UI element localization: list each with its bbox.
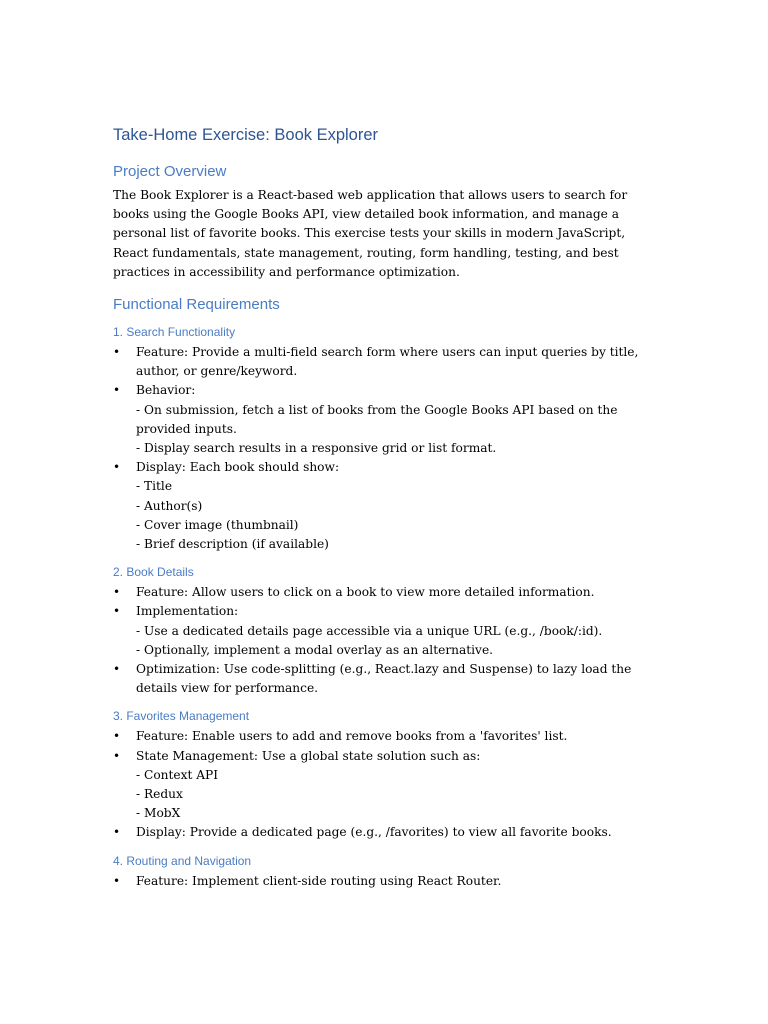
list-item (113, 747, 658, 824)
bullet-icon: • (113, 729, 121, 744)
sub-item-text: - Redux (136, 787, 183, 802)
sub-item-text: - Context API (136, 767, 219, 782)
list-item-text: Optimization: Use code-splitting (e.g., React.lazy and Suspense) to lazy load the details view for performance. (136, 662, 632, 696)
sub-item-text: - Optionally, implement a modal overlay as an alternative. (136, 642, 494, 657)
list-item (113, 727, 658, 746)
bullet-icon: • (113, 873, 121, 888)
section-heading: 3. Favorites Management (113, 709, 250, 724)
list-item-text: Behavior: (136, 383, 196, 398)
sub-item-text: - Use a dedicated details page accessible via a unique URL (e.g., /book/:id). (136, 623, 603, 638)
sub-item-text: - On submission, fetch a list of books from the Google Books API based on the provided inputs. (136, 402, 618, 436)
bullet-icon: • (113, 585, 121, 600)
list-item (113, 343, 658, 381)
list-item-text: Feature: Enable users to add and remove books from a 'favorites' list. (136, 729, 568, 744)
section-heading: 2. Book Details (113, 565, 194, 580)
bullet-icon: • (113, 825, 121, 840)
overview-paragraph: The Book Explorer is a React-based web application that allows users to search for books using the Google Books API, view detailed book information, and manage a personal list of favorite books. This exercise tests your skills in modern JavaScript, React fundamentals, state management, routing, form handling, testing, and best practices in accessibility and performance optimization. (113, 188, 628, 279)
list-item-text: State Management: Use a global state solution such as: (136, 748, 481, 763)
bullet-icon: • (113, 748, 121, 763)
bullet-icon: • (113, 662, 121, 677)
section-heading: 1. Search Functionality (113, 325, 236, 340)
bullet-icon: • (113, 460, 121, 475)
bullet-list (113, 872, 658, 891)
bullet-icon: • (113, 345, 121, 360)
list-item-text: Implementation: (136, 604, 239, 619)
list-item-text: Feature: Implement client-side routing using React Router. (136, 873, 502, 888)
list-item (113, 583, 658, 602)
bullet-list (113, 343, 658, 554)
list-item (113, 872, 658, 891)
requirement-section (113, 853, 658, 891)
sub-item-text: - Display search results in a responsive grid or list format. (136, 441, 497, 456)
bullet-icon: • (113, 383, 121, 398)
list-item-text: Feature: Provide a multi-field search form where users can input queries by title, author, or genre/keyword. (136, 345, 639, 379)
sub-item-text: - Cover image (thumbnail) (136, 517, 299, 532)
list-item (113, 602, 658, 660)
list-item-text: Feature: Allow users to click on a book to view more detailed information. (136, 585, 595, 600)
list-item (113, 381, 658, 458)
sub-item-text: - MobX (136, 806, 181, 821)
bullet-list (113, 583, 658, 698)
requirements-heading: Functional Requirements (113, 296, 280, 314)
bullet-list (113, 727, 658, 842)
sub-item-text: - Author(s) (136, 498, 203, 513)
sub-item-text: - Title (136, 479, 173, 494)
list-item (113, 823, 658, 842)
requirement-section (113, 324, 658, 554)
document-title: Take-Home Exercise: Book Explorer (113, 126, 379, 144)
overview-heading: Project Overview (113, 163, 227, 180)
list-item (113, 458, 658, 554)
sub-item-text: - Brief description (if available) (136, 537, 329, 552)
requirements-sections (113, 324, 658, 891)
bullet-icon: • (113, 604, 121, 619)
list-item-text: Display: Provide a dedicated page (e.g., /favorites) to view all favorite books. (136, 825, 612, 840)
requirement-section (113, 708, 658, 842)
list-item-text: Display: Each book should show: (136, 460, 340, 475)
requirement-section (113, 564, 658, 698)
document-page (113, 123, 658, 901)
list-item (113, 660, 658, 698)
section-heading: 4. Routing and Navigation (113, 853, 252, 868)
